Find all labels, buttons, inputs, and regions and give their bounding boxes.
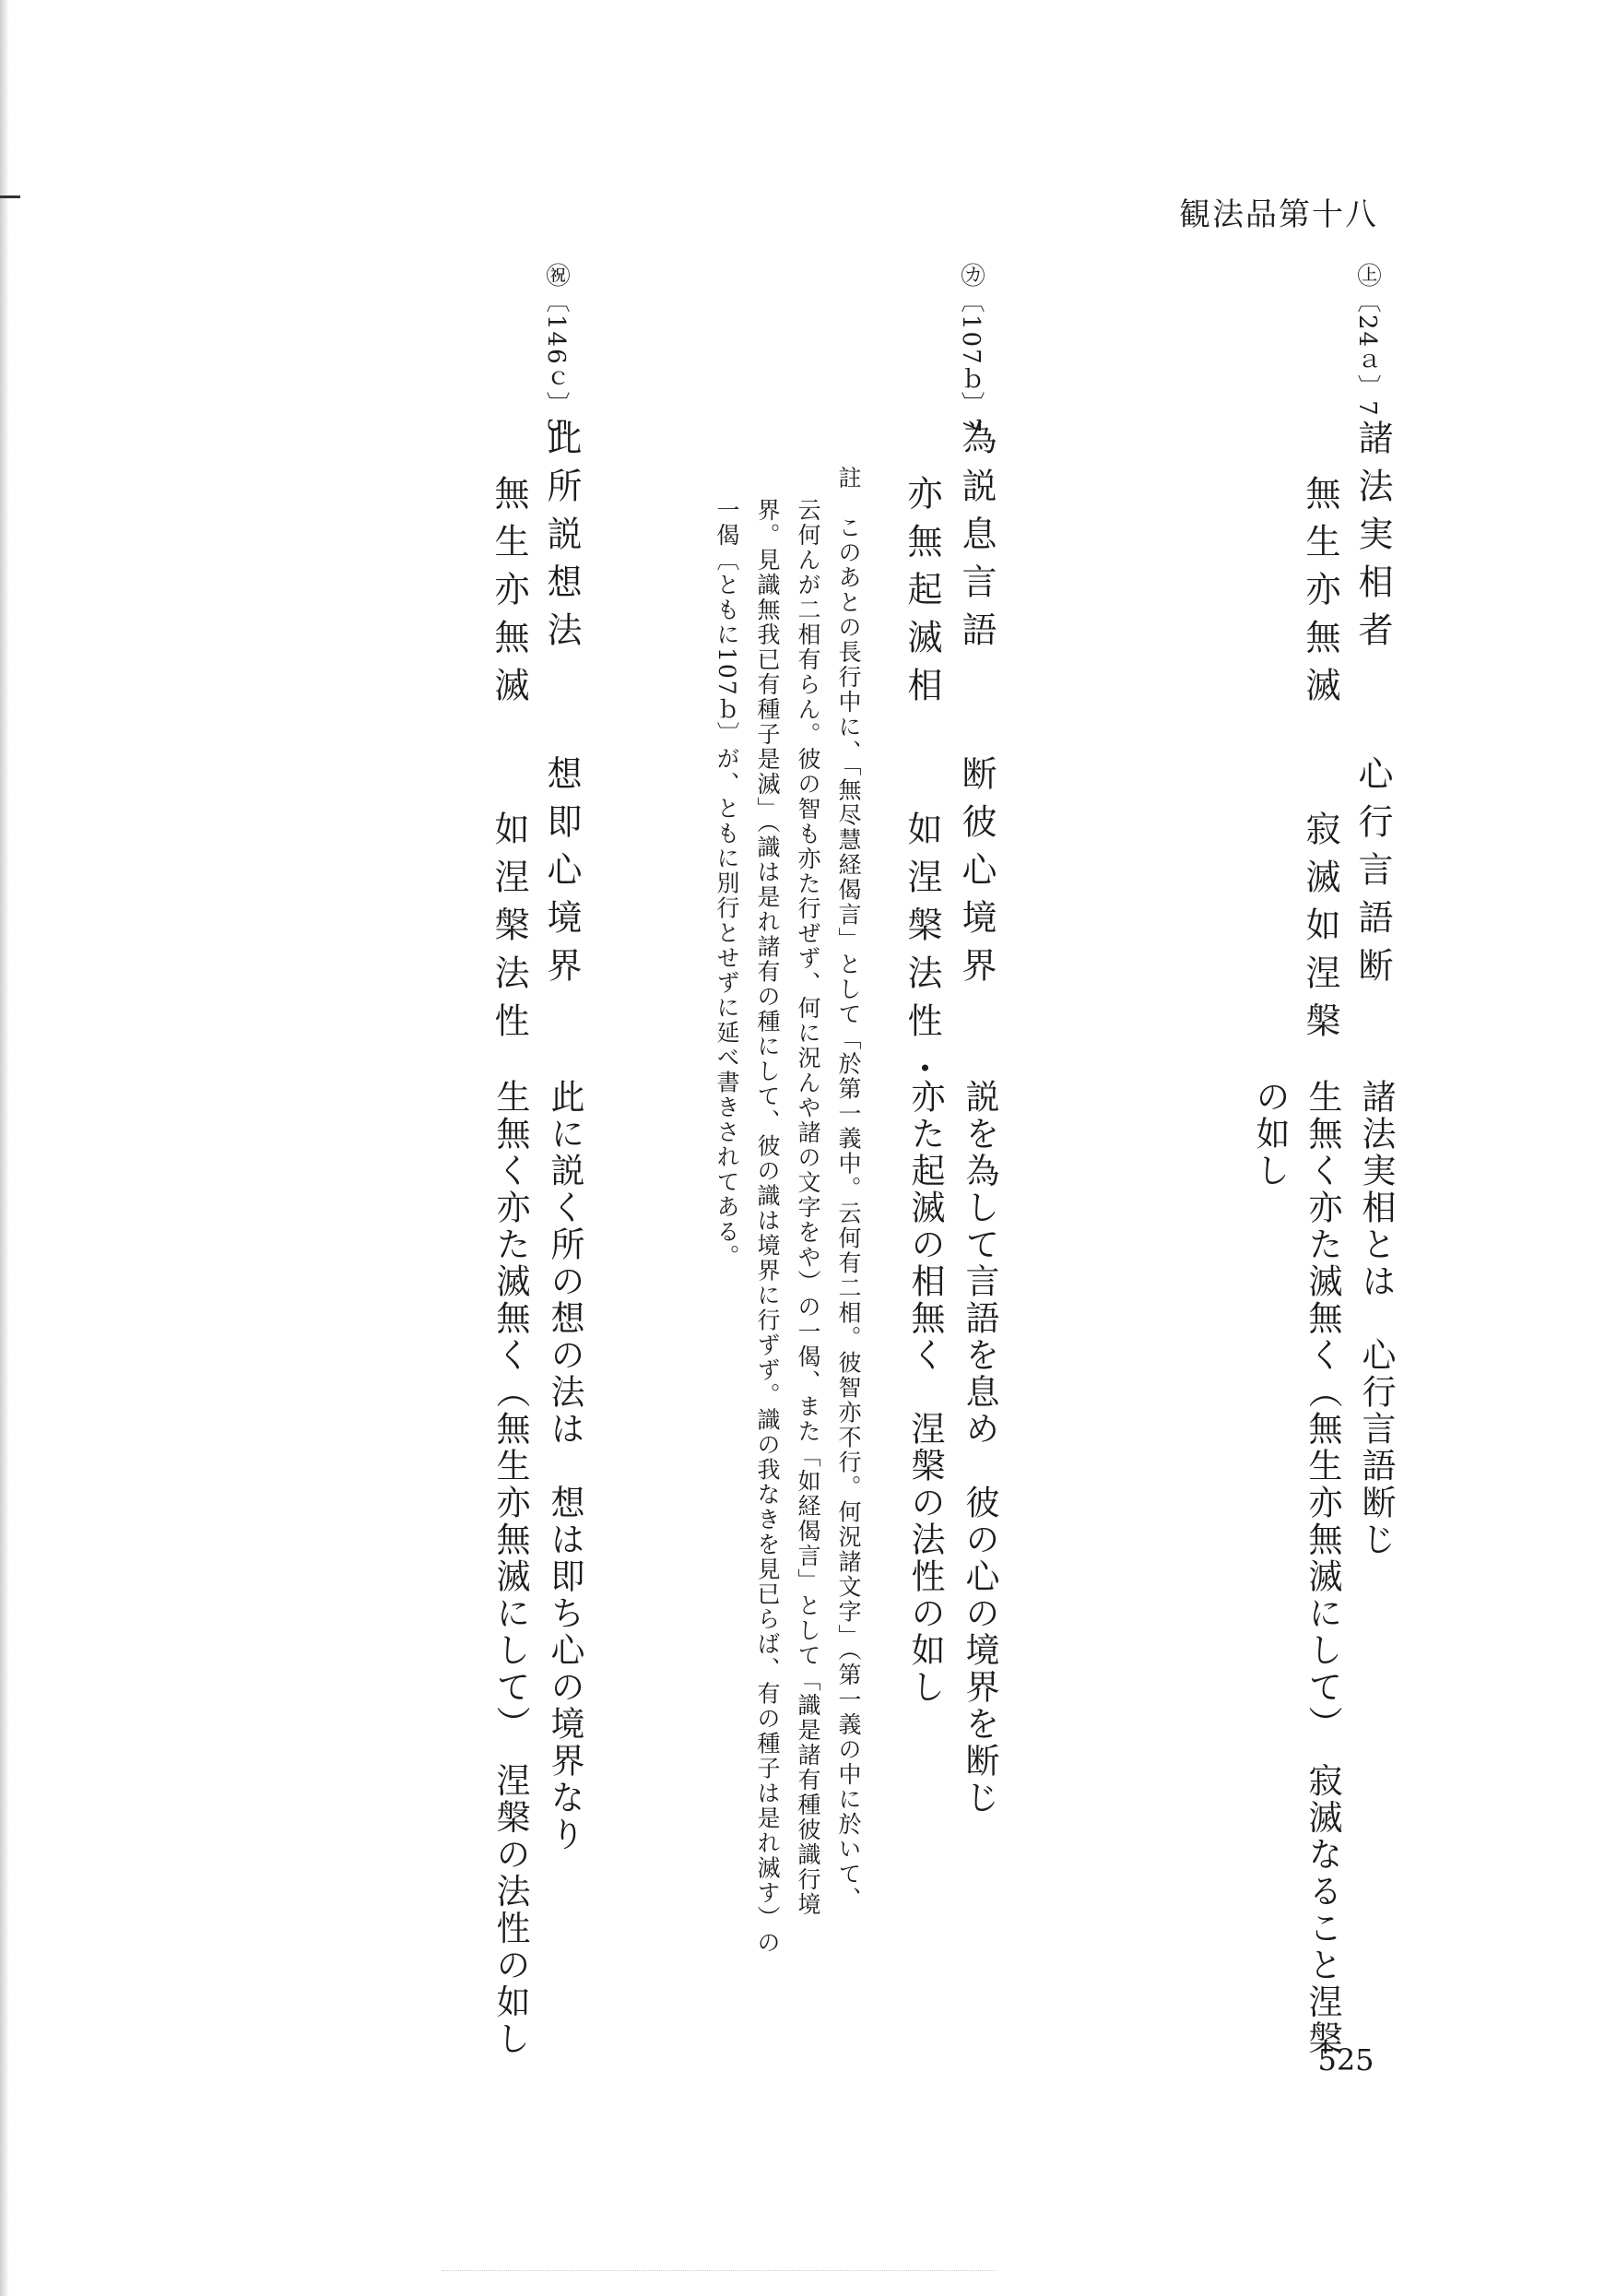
note-line-4: 一偈〔ともに107ｂ〕が、ともに別行とせずに延べ書きされてある。 bbox=[714, 498, 740, 1270]
running-header: 観法品第十八 bbox=[1179, 196, 1378, 233]
section-3-marker: ㊗〔146ｃ〕5 bbox=[542, 263, 570, 435]
section-1-verse-line-2: 無生亦無滅 寂滅如涅槃 bbox=[1300, 475, 1340, 1050]
scan-edge bbox=[0, 0, 9, 2296]
section-3-verse-line-2: 無生亦無滅 如涅槃法性 bbox=[489, 475, 529, 1050]
page-number: 525 bbox=[1317, 2042, 1374, 2077]
section-3-translation-line-1: 此に説く所の想の法は 想は即ち心の境界なり bbox=[545, 1079, 584, 1853]
scan-bottom-artifact bbox=[442, 2270, 996, 2272]
section-1-translation-line-3: の如し bbox=[1250, 1079, 1290, 1189]
section-2-verse-line-2: 亦無起滅相 如涅槃法性・ bbox=[902, 475, 942, 1098]
section-3-translation-line-2: 生無く亦た滅無く（無生亦無滅にして） 涅槃の法性の如し bbox=[490, 1079, 530, 2058]
section-1-marker: ㊤〔24ａ〕7 bbox=[1353, 263, 1381, 418]
section-1-translation-line-2: 生無く亦た滅無く（無生亦無滅にして） 寂滅なること涅槃 bbox=[1303, 1079, 1342, 2058]
scan-mark bbox=[0, 195, 20, 198]
section-1-translation-line-1: 諸法実相とは 心行言語断じ bbox=[1356, 1079, 1396, 1558]
note-line-2: 云何んが二相有らん。彼の智も亦た行ぜず、何に況んや諸の文字をや）の一偈、また「如経偈言」として「識是諸有種彼識行境 bbox=[795, 498, 821, 1917]
section-2-marker: ㋕〔107ｂ〕7 bbox=[957, 263, 985, 435]
note-line-1: 註 このあとの長行中に、「無尽慧経偈言」として「於第一義中。云何有二相。彼智亦不行。何況諸文字」（第一義の中に於いて、 bbox=[835, 466, 862, 1911]
section-1-verse-line-1: 諸法実相者 心行言語断 bbox=[1352, 420, 1393, 995]
section-2-translation-line-2: 亦た起滅の相無く 涅槃の法性の如し bbox=[905, 1079, 945, 1706]
section-3-verse-line-1: 此所説想法 想即心境界 bbox=[541, 420, 582, 995]
note-line-3: 界。見識無我已有種子是滅」（識は是れ諸有の種にして、彼の識は境界に行ずず。識の我なきを見已らば、有の種子は是れ滅す）の bbox=[754, 498, 781, 1956]
section-2-translation-line-1: 説を為して言語を息め 彼の心の境界を断じ bbox=[960, 1079, 999, 1817]
section-2-verse-line-1: 為説息言語 断彼心境界 bbox=[956, 420, 997, 995]
